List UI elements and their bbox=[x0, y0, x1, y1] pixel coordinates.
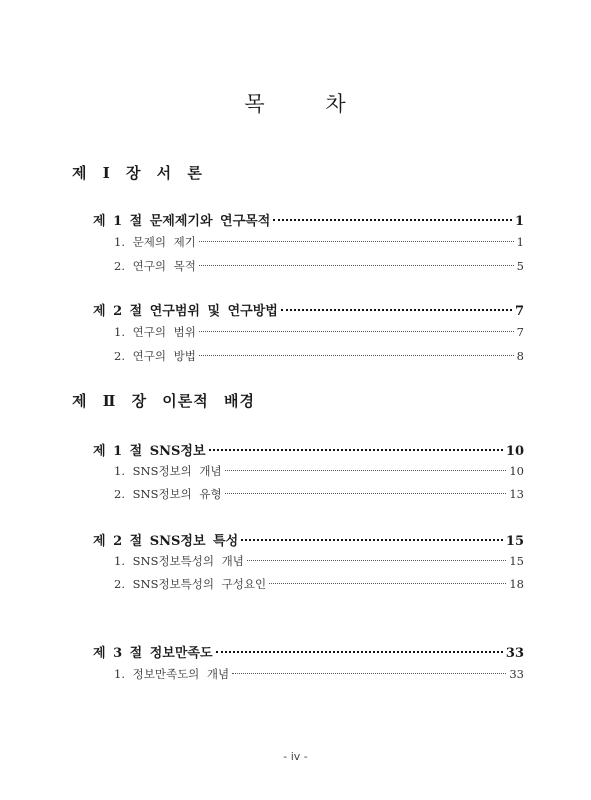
dot-leader bbox=[199, 331, 514, 332]
page-number: 33 bbox=[505, 646, 524, 661]
page-number: 5 bbox=[516, 259, 524, 273]
page-number: 15 bbox=[505, 534, 524, 549]
page-number: 8 bbox=[516, 349, 524, 363]
item-title: 1. 정보만족도의 개념 bbox=[114, 667, 230, 681]
toc-item[interactable] bbox=[114, 553, 524, 569]
toc-section[interactable] bbox=[93, 530, 524, 549]
toc-item[interactable] bbox=[114, 486, 524, 502]
item-title: 2. 연구의 목적 bbox=[114, 259, 196, 273]
toc-section[interactable] bbox=[93, 440, 524, 459]
toc-item[interactable] bbox=[114, 324, 524, 340]
dot-leader bbox=[232, 673, 506, 674]
chapter-heading: 제 Ⅱ 장 이론적 배경 bbox=[72, 392, 255, 410]
dot-leader bbox=[225, 470, 507, 471]
page-number: 7 bbox=[516, 325, 524, 339]
toc-item[interactable] bbox=[114, 576, 524, 592]
toc-item[interactable] bbox=[114, 666, 524, 682]
dot-leader bbox=[269, 583, 506, 584]
item-title: 1. SNS정보특성의 개념 bbox=[114, 554, 244, 568]
toc-item[interactable] bbox=[114, 234, 524, 250]
section-title: 제 2 절 SNS정보 특성 bbox=[93, 534, 239, 549]
item-title: 1. 문제의 제기 bbox=[114, 235, 196, 249]
page-footer: - iv - bbox=[283, 750, 308, 763]
dot-leader bbox=[199, 265, 514, 266]
chapter-heading: 제 Ⅰ 장 서 론 bbox=[72, 164, 203, 182]
page-number: 15 bbox=[509, 554, 524, 568]
toc-section[interactable] bbox=[93, 210, 524, 229]
dot-leader bbox=[199, 241, 514, 242]
toc-item[interactable] bbox=[114, 348, 524, 364]
toc-section[interactable] bbox=[93, 642, 524, 661]
page-number: 10 bbox=[509, 464, 524, 478]
page-number: 1 bbox=[514, 214, 524, 229]
section-title: 제 1 절 문제제기와 연구목적 bbox=[93, 214, 271, 229]
section-title: 제 2 절 연구범위 및 연구방법 bbox=[93, 304, 278, 319]
dot-leader bbox=[281, 309, 512, 311]
dot-leader bbox=[225, 493, 507, 494]
dot-leader bbox=[241, 539, 503, 541]
dot-leader bbox=[199, 355, 514, 356]
page-number: 10 bbox=[505, 444, 524, 459]
page-number: 1 bbox=[516, 235, 524, 249]
dot-leader bbox=[247, 560, 506, 561]
section-title: 제 1 절 SNS정보 bbox=[93, 444, 206, 459]
dot-leader bbox=[209, 449, 503, 451]
section-title: 제 3 절 정보만족도 bbox=[93, 646, 213, 661]
page-number: 18 bbox=[509, 577, 524, 591]
toc-section[interactable] bbox=[93, 300, 524, 319]
item-title: 2. 연구의 방법 bbox=[114, 349, 196, 363]
toc-item[interactable] bbox=[114, 463, 524, 479]
item-title: 2. SNS정보의 유형 bbox=[114, 487, 222, 501]
page-number: 13 bbox=[509, 487, 524, 501]
item-title: 2. SNS정보특성의 구성요인 bbox=[114, 577, 267, 591]
toc-item[interactable] bbox=[114, 258, 524, 274]
page-number: 33 bbox=[509, 667, 524, 681]
dot-leader bbox=[273, 219, 512, 221]
page-title: 목 차 bbox=[244, 92, 347, 116]
page-number: 7 bbox=[514, 304, 524, 319]
item-title: 1. 연구의 범위 bbox=[114, 325, 196, 339]
item-title: 1. SNS정보의 개념 bbox=[114, 464, 222, 478]
dot-leader bbox=[216, 651, 503, 653]
